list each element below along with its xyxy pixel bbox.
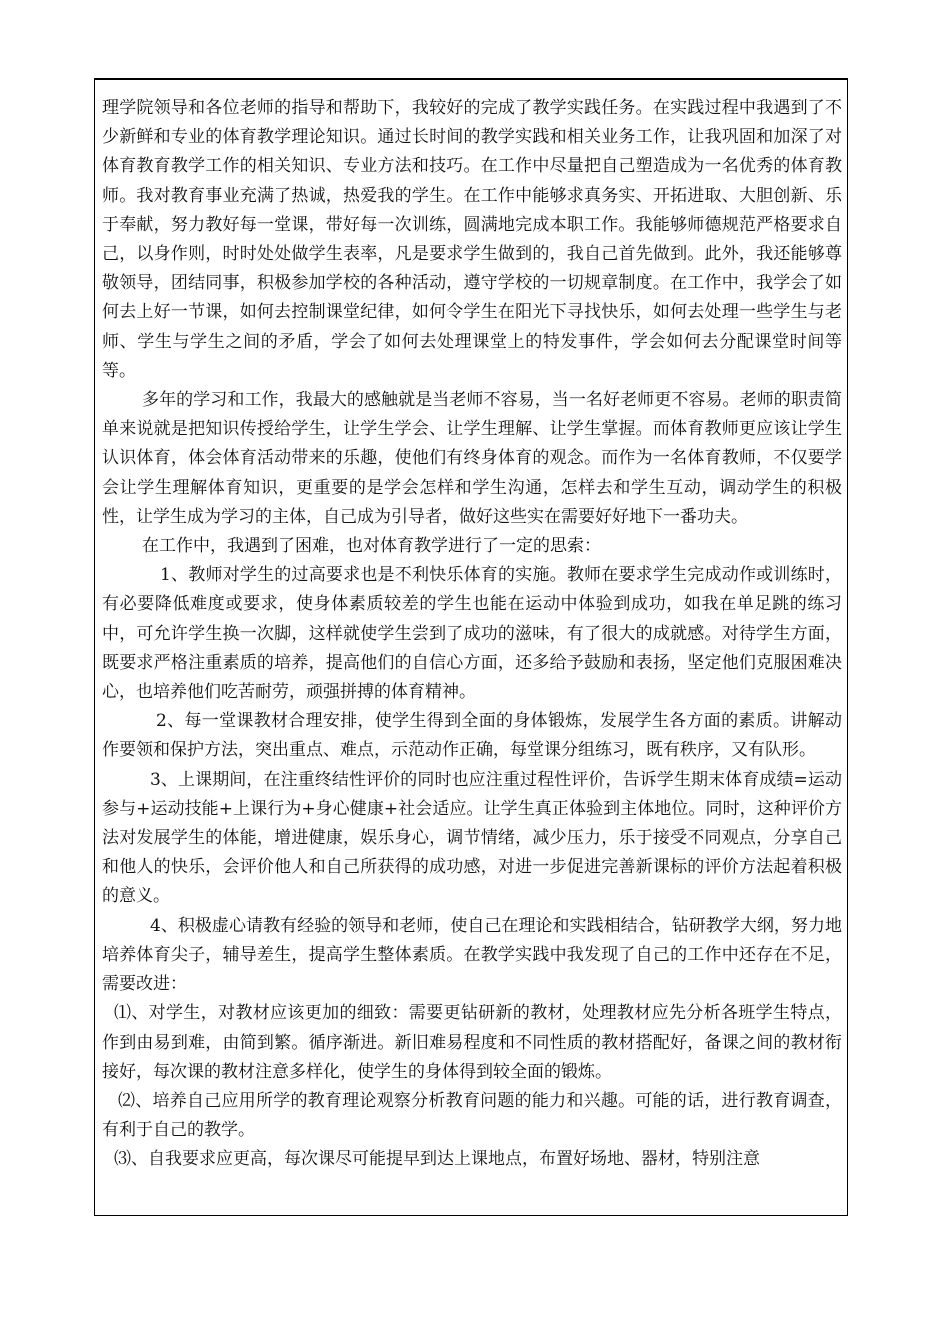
document-frame <box>94 78 848 1216</box>
document-body <box>102 94 842 1175</box>
paragraph-subitem-1: ⑴、对学生，对教材应该更加的细致：需要更钻研新的教材，处理教材应先分析各班学生特点，作到由易到难，由简到繁。循序渐进。新旧难易程度和不同性质的教材搭配好，备课之间的教材衔接好，每次课的教材注意多样化，使学生的身体得到较全面的锻炼。 <box>102 1003 842 1082</box>
paragraph-item-2: 2、每一堂课教材合理安排，使学生得到全面的身体锻炼，发展学生各方面的素质。讲解动作要领和保护方法，突出重点、难点，示范动作正确，每堂课分组练习，既有秩序，又有队形。 <box>102 711 842 761</box>
paragraph-item-4: 4、积极虚心请教有经验的领导和老师，使自己在理论和实践相结合，钻研教学大纲，努力地培养体育尖子，辅导差生，提高学生整体素质。在教学实践中我发现了自己的工作中还存在不足，需要改进： <box>102 915 842 995</box>
paragraph-item-1: 1、教师对学生的过高要求也是不利快乐体育的实施。教师在要求学生完成动作或训练时，有必要降低难度或要求，使身体素质较差的学生也能在运动中体验到成功，如我在单足跳的练习中，可允许学生换一次脚，这样就使学生尝到了成功的滋味，有了很大的成就感。对待学生方面，既要求严格注重素质的培养，提高他们的自信心方面，还多给予鼓励和表扬，坚定他们克服困难决心，也培养他们吃苦耐劳，顽强拼搏的体育精神。 <box>102 565 842 703</box>
paragraph-practice-summary: 理学院领导和各位老师的指导和帮助下，我较好的完成了教学实践任务。在实践过程中我遇到了不少新鲜和专业的体育教学理论知识。通过长时间的教学实践和相关业务工作，让我巩固和加深了对体育教育教学工作的相关知识、专业方法和技巧。在工作中尽量把自己塑造成为一名优秀的体育教师。我对教育事业充满了热诚，热爱我的学生。在工作中能够求真务实、开拓进取、大胆创新、乐于奉献，努力教好每一堂课，带好每一次训练，圆满地完成本职工作。我能够师德规范严格要求自己，以身作则，时时处处做学生表率，凡是要求学生做到的，我自己首先做到。此外，我还能够尊敬领导，团结同事，积极参加学校的各种活动，遵守学校的一切规章制度。在工作中，我学会了如何去上好一节课，如何去控制课堂纪律，如何令学生在阳光下寻找快乐，如何去处理一些学生与老师、学生与学生之间的矛盾，学会了如何去处理课堂上的特发事件，学会如何去分配课堂时间等等。 <box>102 98 842 381</box>
paragraph-subitem-3: ⑶、自我要求应更高，每次课尽可能提早到达上课地点，布置好场地、器材，特别注意 <box>114 1149 760 1170</box>
paragraph-difficulties-intro: 在工作中，我遇到了困难，也对体育教学进行了一定的思索： <box>142 536 601 557</box>
paragraph-subitem-2: ⑵、培养自己应用所学的教育理论观察分析教育问题的能力和兴趣。可能的话，进行教育调查，有利于自己的教学。 <box>102 1090 842 1141</box>
paragraph-item-3: 3、上课期间，在注重终结性评价的同时也应注重过程性评价，告诉学生期末体育成绩=运动参与+运动技能+上课行为+身心健康+社会适应。让学生真正体验到主体地位。同时，这种评价方法对发展学生的体能，增进健康，娱乐身心，调节情绪，减少压力，乐于接受不同观点，分享自己和他人的快乐，会评价他人和自己所获得的成功感，对进一步促进完善新课标的评价方法起着积极的意义。 <box>102 769 842 907</box>
paragraph-reflection: 多年的学习和工作，我最大的感触就是当老师不容易，当一名好老师更不容易。老师的职责简单来说就是把知识传授给学生，让学生学会、让学生理解、让学生掌握。而体育教师更应该让学生认识体育，体会体育活动带来的乐趣，使他们有终身体育的观念。而作为一名体育教师，不仅要学会让学生理解体育知识，更重要的是学会怎样和学生沟通，怎样去和学生互动，调动学生的积极性，让学生成为学习的主体，自己成为引导者，做好这些实在需要好好地下一番功夫。 <box>102 390 842 527</box>
top-border-line <box>95 79 847 80</box>
